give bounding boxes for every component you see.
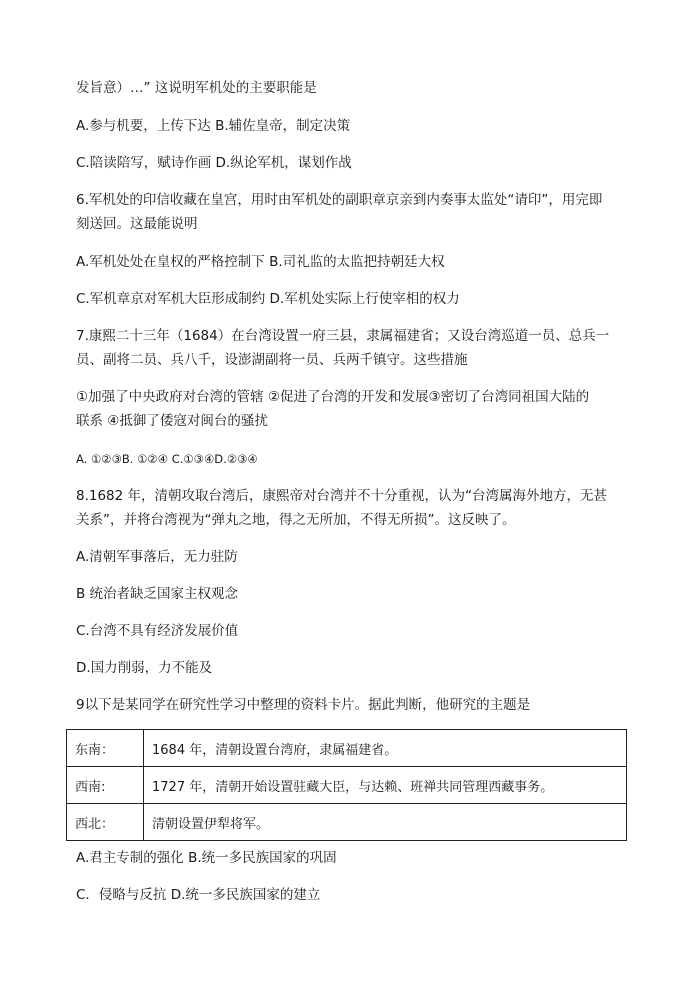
q5-options-cd: C.陪读陪写，赋诗作画 D.纵论军机，谋划作战 bbox=[76, 155, 352, 171]
q7-items-line1: ①加强了中央政府对台湾的管辖 ②促进了台湾的开发和发展③密切了台湾同祖国大陆的 bbox=[76, 389, 590, 405]
table-row bbox=[67, 767, 627, 804]
q5-options-ab: A.参与机要，上传下达 B.辅佐皇帝，制定决策 bbox=[76, 118, 351, 134]
content-cell: 1684 年，清朝设置台湾府，隶属福建省。 bbox=[144, 730, 627, 767]
text-line: 发旨意）…” 这说明军机处的主要职能是 bbox=[76, 80, 317, 96]
q8-option-c: C.台湾不具有经济发展价值 bbox=[76, 623, 239, 639]
q8-option-a: A.清朝军事落后，无力驻防 bbox=[76, 549, 238, 565]
q9-stem: 9以下是某同学在研究性学习中整理的资料卡片。据此判断，他研究的主题是 bbox=[76, 697, 531, 713]
q7-stem-line2: 员、副将二员、兵八千，设澎湖副将一员、兵两千镇守。这些措施 bbox=[76, 352, 468, 368]
region-cell: 西北： bbox=[67, 804, 144, 841]
q8-stem-line1: 8.1682 年，清朝攻取台湾后，康熙帝对台湾并不十分重视，认为“台湾属海外地方，无甚 bbox=[76, 488, 608, 504]
q7-stem-line1: 7.康熙二十三年（1684）在台湾设置一府三县，隶属福建省；又设台湾巡道一员、总兵一 bbox=[76, 328, 610, 344]
region-cell: 东南： bbox=[67, 730, 144, 767]
material-card-table bbox=[66, 729, 627, 841]
q7-options: A. ①②③B. ①②④ C.①③④D.②③④ bbox=[76, 452, 258, 466]
content-cell: 1727 年，清朝开始设置驻藏大臣，与达赖、班禅共同管理西藏事务。 bbox=[144, 767, 627, 804]
table-row bbox=[67, 804, 627, 841]
q8-option-d: D.国力削弱，力不能及 bbox=[76, 660, 213, 676]
region-cell: 西南: bbox=[67, 767, 144, 804]
q9-options-cd: C．侵略与反抗 D.统一多民族国家的建立 bbox=[76, 887, 321, 903]
content-cell: 清朝设置伊犁将军。 bbox=[144, 804, 627, 841]
q6-options-ab: A.军机处处在皇权的严格控制下 B.司礼监的太监把持朝廷大权 bbox=[76, 254, 445, 270]
q7-items-line2: 联系 ④抵御了倭寇对闽台的骚扰 bbox=[76, 413, 268, 429]
q8-option-b: B 统治者缺乏国家主权观念 bbox=[76, 586, 239, 602]
q9-options-ab: A.君主专制的强化 B.统一多民族国家的巩固 bbox=[76, 850, 337, 866]
table-row bbox=[67, 730, 627, 767]
q6-stem-line1: 6.军机处的印信收藏在皇宫，用时由军机处的副职章京亲到内奏事太监处“请印”，用完即 bbox=[76, 192, 603, 208]
q8-stem-line2: 关系”，并将台湾视为“弹丸之地，得之无所加，不得无所损”。这反映了。 bbox=[76, 512, 516, 528]
q6-options-cd: C.军机章京对军机大臣形成制约 D.军机处实际上行使宰相的权力 bbox=[76, 291, 460, 307]
q6-stem-line2: 刻送回。这最能说明 bbox=[76, 216, 198, 232]
